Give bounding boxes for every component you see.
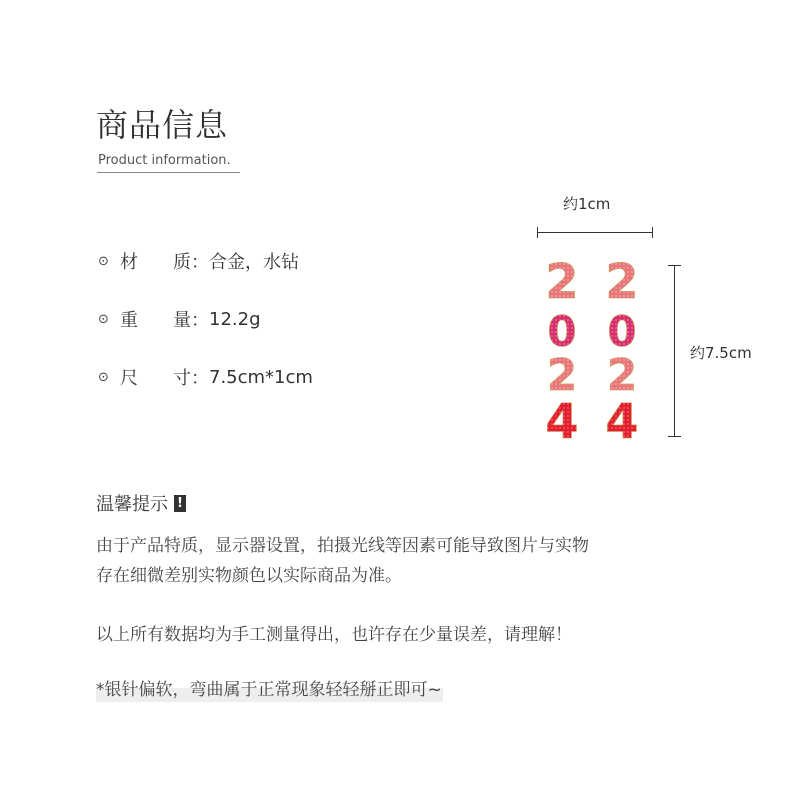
height-dimension-line (674, 265, 675, 437)
height-tick-top (668, 265, 681, 266)
page-subtitle: Product information. (98, 153, 231, 168)
spec-value: 合金，水钻 (209, 252, 299, 273)
earring-digit: 2 (606, 350, 638, 401)
notice-footnote: *银针偏软，弯曲属于正常现象轻轻掰正即可~ (96, 680, 442, 700)
notice-line: 由于产品特质，显示器设置，拍摄光线等因素可能导致图片与实物 (96, 536, 589, 556)
width-tick-right (652, 227, 653, 238)
spec-label: 量： (173, 310, 209, 331)
spec-label: 重 (120, 310, 138, 331)
notice-title: 温馨提示 (96, 494, 168, 515)
spec-row-size (98, 364, 313, 390)
spec-row-weight (98, 306, 261, 332)
spec-row-material (98, 248, 299, 274)
earring-digit: 2 (545, 254, 579, 310)
earrings-image (530, 250, 660, 445)
bullet-icon: ⊙ (98, 369, 109, 385)
notice-line: 以上所有数据均为手工测量得出，也许存在少量误差，请理解！ (96, 625, 572, 645)
bullet-icon: ⊙ (98, 311, 109, 327)
width-label: 约1cm (563, 195, 611, 213)
spec-label: 质： (173, 252, 209, 273)
width-dimension-line (537, 232, 653, 233)
earring-digit: 2 (546, 350, 578, 401)
height-tick-bottom (668, 436, 681, 437)
spec-label: 寸： (173, 368, 209, 389)
left-earring (545, 254, 578, 445)
notice-line: 存在细微差别实物颜色以实际商品为准。 (96, 566, 402, 586)
spec-value: 7.5cm*1cm (209, 366, 313, 388)
earring-digit: 2 (605, 254, 639, 310)
height-label: 约7.5cm (690, 344, 752, 362)
spec-value: 12.2g (209, 308, 261, 330)
exclamation-icon: ! (174, 495, 186, 512)
page-title: 商品信息 (96, 106, 229, 144)
bullet-icon: ⊙ (98, 253, 109, 269)
earring-digit: 4 (545, 394, 579, 445)
subtitle-underline (97, 172, 240, 173)
right-earring (605, 254, 638, 445)
spec-label: 尺 (120, 368, 138, 389)
notice-title-row (96, 490, 186, 516)
spec-label: 材 (120, 252, 138, 273)
earring-digit: 0 (547, 307, 577, 356)
earring-digit: 4 (605, 394, 639, 445)
earring-digit: 0 (607, 307, 637, 356)
width-tick-left (537, 227, 538, 238)
